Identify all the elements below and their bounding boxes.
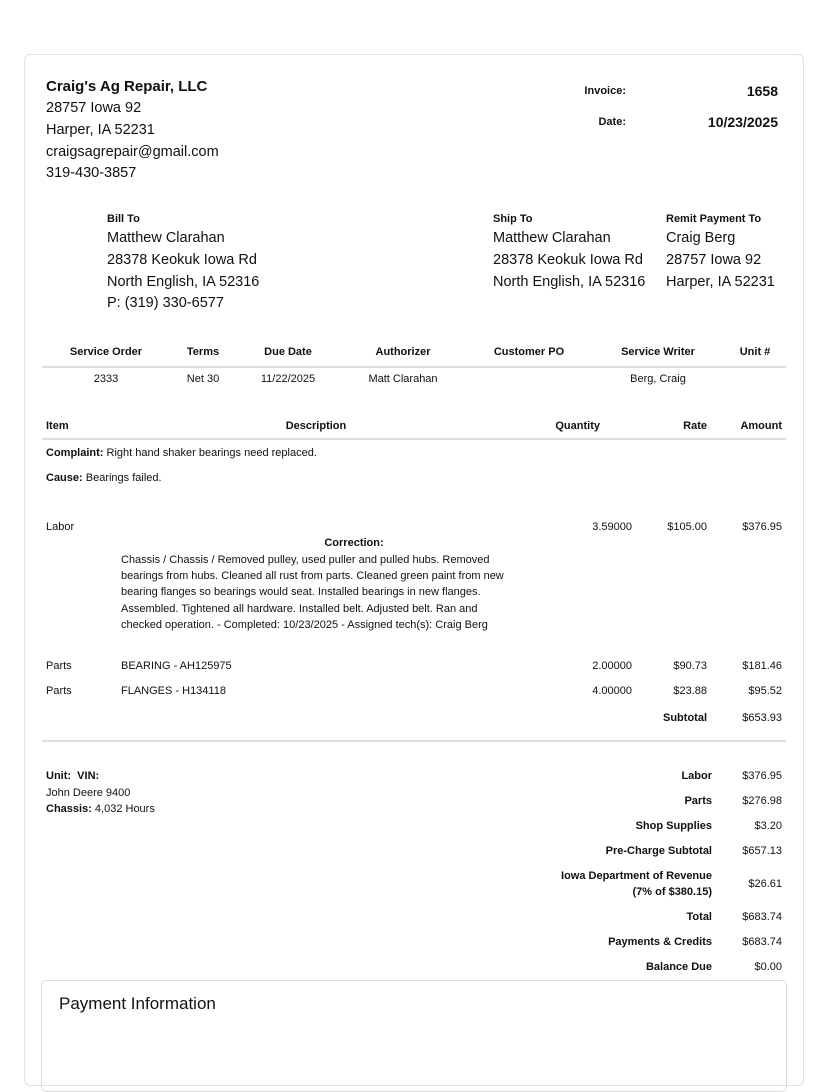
total-label: Total [686,911,712,923]
header-customer-po: Customer PO [493,346,565,358]
cell-service-writer: Berg, Craig [630,373,686,385]
header-due-date: Due Date [264,346,312,358]
remit-to-name: Craig Berg [666,230,736,246]
labor-rate: $105.00 [667,521,707,533]
invoice-number: 1658 [746,83,778,99]
tax-label-line-2: (7% of $380.15) [632,886,712,898]
cell-terms: Net 30 [186,373,220,385]
header-quantity: Quantity [555,420,600,432]
complaint-label: Complaint: [46,447,104,459]
ship-to-label: Ship To [493,213,533,225]
bill-to-address-1: 28378 Keokuk Iowa Rd [107,252,257,268]
part-2-rate: $23.88 [673,685,707,697]
part-2-quantity: 4.00000 [592,685,632,697]
balance-due-value: $0.00 [754,961,782,973]
header-service-writer: Service Writer [621,346,695,358]
subtotal-divider [42,740,786,742]
cell-authorizer: Matt Clarahan [368,373,438,385]
payments-credits-value: $683.74 [742,936,782,948]
header-authorizer: Authorizer [375,346,431,358]
company-address-2: Harper, IA 52231 [46,122,155,138]
company-email: craigsagrepair@gmail.com [46,144,219,160]
header-terms: Terms [186,346,220,358]
shop-supplies-label: Shop Supplies [635,820,712,832]
ship-to-address-1: 28378 Keokuk Iowa Rd [493,252,643,268]
cell-due-date: 11/22/2025 [260,373,316,385]
chassis-line [46,803,155,815]
part-2-amount: $95.52 [748,685,782,697]
items-table-divider [42,438,786,440]
labor-amount: $376.95 [742,521,782,533]
cell-service-order: 2333 [93,373,119,385]
unit-vin-line [46,770,99,782]
header-unit-number: Unit # [739,346,771,358]
shop-supplies-value: $3.20 [754,820,782,832]
part-1-quantity: 2.00000 [592,660,632,672]
part-2-description: FLANGES - H134118 [121,685,226,697]
correction-label: Correction: [324,537,384,549]
totals-parts-label: Parts [684,795,712,807]
ship-to-name: Matthew Clarahan [493,230,611,246]
correction-text: Chassis / Chassis / Removed pulley, used puller and pulled hubs. Removed bearings from hubs. Cleaned all rust from parts. Cleaned green paint from new bearing flanges so bearings would seat. Installed bearings in new flanges. Assembled. Tightened all hardware. Installed belt. Adjusted belt. Ran and checked operation. - Completed: 10/23/2025 - Assigned tech(s): Craig Berg [121,554,504,631]
labor-quantity: 3.59000 [592,521,632,533]
part-1-amount: $181.46 [742,660,782,672]
remit-to-address-1: 28757 Iowa 92 [666,252,762,268]
unit-label: Unit: [46,770,72,782]
part-2-item: Parts [46,685,72,697]
precharge-subtotal-value: $657.13 [742,845,782,857]
precharge-subtotal-label: Pre-Charge Subtotal [605,845,712,857]
cause-line [46,472,162,484]
company-address-1: 28757 Iowa 92 [46,100,142,116]
invoice-date-label: Date: [598,116,626,128]
payments-credits-label: Payments & Credits [608,936,712,948]
tax-value: $26.61 [748,878,782,890]
complaint-text: Right hand shaker bearings need replaced. [103,447,317,459]
bill-to-name: Matthew Clarahan [107,230,225,246]
part-1-rate: $90.73 [673,660,707,672]
remit-to-address-2: Harper, IA 52231 [666,274,775,290]
labor-item: Labor [46,521,75,533]
subtotal-label: Subtotal [663,712,707,724]
payment-information-title: Payment Information [59,994,216,1013]
header-rate: Rate [683,420,707,432]
invoice-date: 10/23/2025 [707,114,778,130]
bill-to-phone: P: (319) 330-6577 [107,295,224,311]
totals-parts-value: $276.98 [742,795,782,807]
total-value: $683.74 [742,911,782,923]
chassis-value: 4,032 Hours [91,803,155,815]
part-1-description: BEARING - AH125975 [121,660,232,672]
header-amount: Amount [740,420,782,432]
balance-due-label: Balance Due [645,961,712,973]
company-name: Craig's Ag Repair, LLC [46,78,208,95]
subtotal-value: $653.93 [742,712,782,724]
part-1-item: Parts [46,660,72,672]
invoice-number-label: Invoice: [584,85,626,97]
header-description: Description [285,420,347,432]
header-service-order: Service Order [69,346,143,358]
totals-labor-value: $376.95 [742,770,782,782]
cause-text: Bearings failed. [82,472,162,484]
tax-label-line-1: Iowa Department of Revenue [561,870,712,882]
chassis-label: Chassis: [46,803,92,815]
bill-to-label: Bill To [107,213,140,225]
remit-to-label: Remit Payment To [666,213,762,225]
cause-label: Cause: [46,472,83,484]
bill-to-address-2: North English, IA 52316 [107,274,260,290]
vin-label: VIN: [77,770,100,782]
unit-model: John Deere 9400 [46,787,131,799]
totals-labor-label: Labor [681,770,712,782]
complaint-line [46,447,317,459]
header-item: Item [46,420,69,432]
company-phone: 319-430-3857 [46,165,137,181]
order-table-divider [42,366,786,368]
ship-to-address-2: North English, IA 52316 [493,274,646,290]
